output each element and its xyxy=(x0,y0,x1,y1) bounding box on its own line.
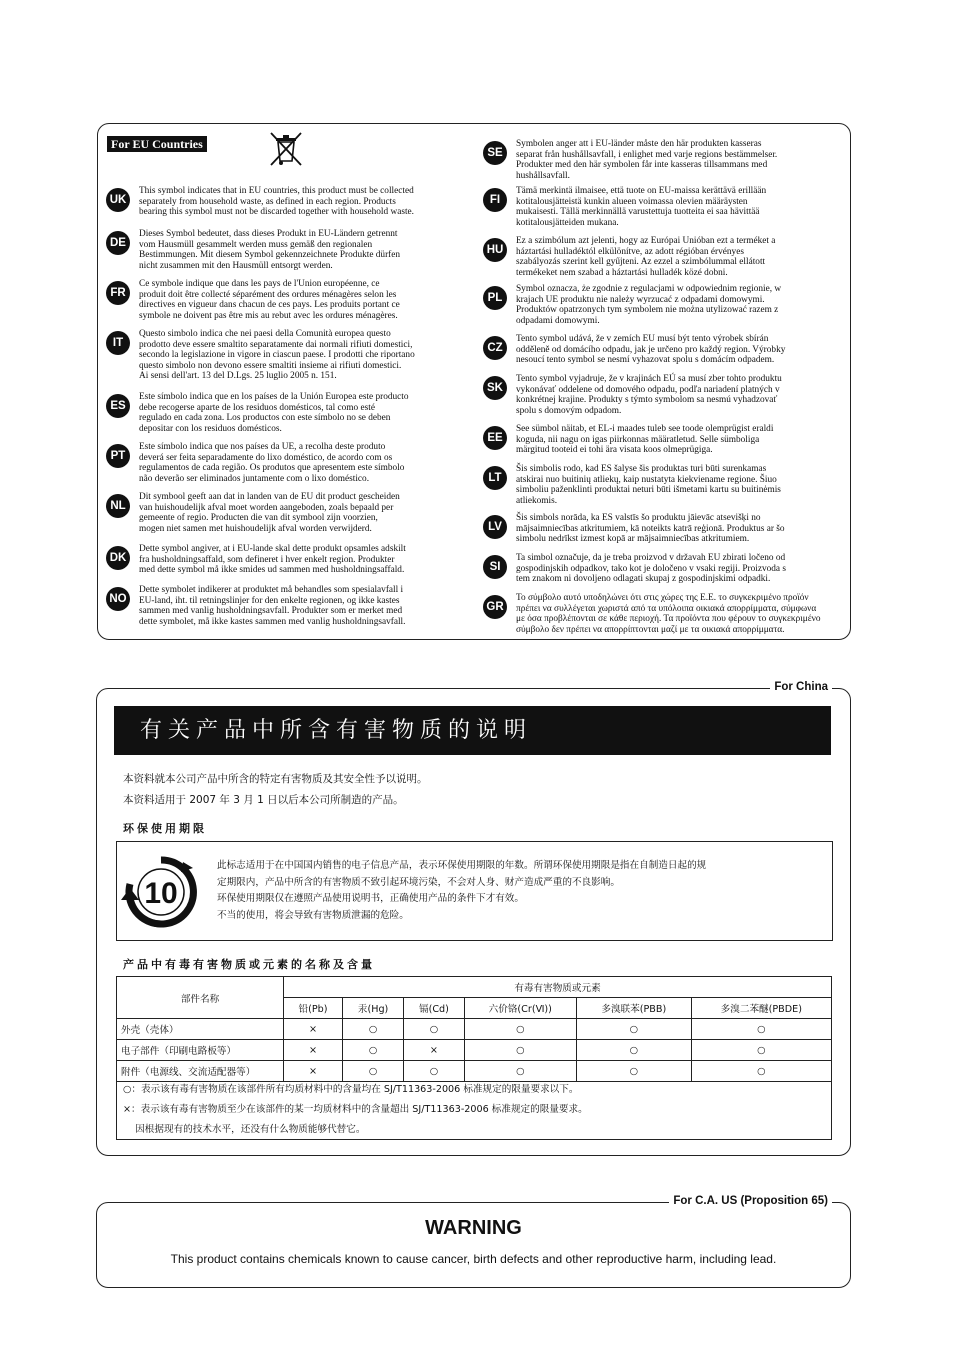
env-period-text xyxy=(217,858,824,924)
country-code-badge: NL xyxy=(106,494,130,518)
eu-entry-text: Ce symbole indique que dans les pays de l'Union européenne, ce produit doit être collecté séparément des ordures ménagères selon les directives en vigueur dans chacun de ces pays. Les produits portant ce symbole ne doivent pas être mis au rebut avec les ordures ménagères. xyxy=(139,279,400,321)
country-code-badge: ES xyxy=(106,394,130,418)
eu-entry-text: Dette symbol angiver, at i EU-lande skal dette produkt opsamles adskilt fra husholdningsaffald, som defineret i hver enkelt region. Produkter med dette symbol må ikke smides ud sammen med husholdningsaffald. xyxy=(139,544,406,576)
country-code-badge: LV xyxy=(483,515,507,539)
eu-entry-text: Dette symbolet indikerer at produktet må behandles som spesialavfall i EU-land, iht. til retningslinjer for den enkelte regionen, og ikke kastes sammen med vanlig husholdningsavfall. Produkter som er merket med dette symbolet, må ikke kastes sammen med vanlig husholdningsavfall. xyxy=(139,585,406,627)
env-line: 环保使用期限仅在遵照产品使用说明书，正确使用产品的条件下才有效。 xyxy=(217,893,524,904)
table-row: 电子部件（印刷电路板等） × ○ × ○ ○ ○ xyxy=(117,1040,832,1061)
hazard-table xyxy=(116,976,832,1082)
country-code-badge: CZ xyxy=(483,336,507,360)
country-code-badge: NO xyxy=(106,587,130,611)
env-line: 此标志适用于在中国国内销售的电子信息产品，表示环保使用期限的年数。所谓环保使用期限是指在自制造日起的规 xyxy=(217,860,707,871)
eco-period-logo-icon xyxy=(121,854,201,930)
eu-entry-text: Symbolen anger att i EU-länder måste den här produkten kasseras separat från hushållsavfall, i enlighet med varje regions bestämmelser. Produkter med den här symbolen får inte kasseras tillsammans med hushållsavfall. xyxy=(516,139,778,181)
eu-entry-text: Dieses Symbol bedeutet, dass dieses Produkt in EU-Ländern getrennt vom Hausmüll gesammelt werden muss gemäß den regionalen Bestimmungen. Mit diesem Symbol gekennzeichnete Produkte dürfen nicht zusammen mit den Hausmüll entsorgt werden. xyxy=(139,229,401,271)
country-code-badge: DE xyxy=(106,231,130,255)
china-intro-line-1: 本资料就本公司产品中所含的特定有害物质及其安全性予以说明。 xyxy=(123,773,428,785)
eu-notice-box xyxy=(97,123,851,640)
china-notice-box xyxy=(96,681,851,1156)
country-code-badge: GR xyxy=(483,595,507,619)
hazard-table-heading: 产品中有毒有害物质或元素的名称及含量 xyxy=(123,958,375,971)
eu-entry-text: Symbol oznacza, że zgodnie z regulacjami w odpowiednim regionie, w krajach UE produktu nie należy wyrzucać z odpadami domowymi. Produktów opatrzonych tym symbolem nie można utylizować razem z odpadami domowymi. xyxy=(516,284,782,326)
eu-entry-text: This symbol indicates that in EU countries, this product must be collected separately from household waste, as defined in each region. Products bearing this symbol must not be discarded together with household waste. xyxy=(139,186,414,218)
env-period-heading: 环保使用期限 xyxy=(123,822,207,835)
env-period-box xyxy=(116,841,833,941)
env-line: 不当的使用，将会导致有害物质泄漏的危险。 xyxy=(217,909,409,921)
eu-title: For EU Countries xyxy=(107,136,207,152)
note-line: ×：表示该有毒有害物质至少在该部件的某一均质材料中的含量超出 SJ/T11363-2006 标准规定的限量要求。 xyxy=(123,1104,588,1115)
china-banner-title: 有关产品中所含有害物质的说明 xyxy=(114,706,831,755)
country-code-badge: PL xyxy=(483,286,507,310)
note-line: ○：表示该有毒有害物质在该部件所有均质材料中的含量均在 SJ/T11363-2006 标准规定的限量要求以下。 xyxy=(123,1084,579,1095)
eu-entry-text: Questo simbolo indica che nei paesi della Comunità europea questo prodotto deve essere smaltito separatamente dai normali rifiuti domestici, secondo la legislazione in vigore in ciascun paese. I prodotti che riportano questo simbolo non devono essere smaltiti insieme ai rifiuti domestici. Ai sensi dell'art. 13 del D.Lgs. 25 luglio 2005 n. 151. xyxy=(139,329,415,382)
country-code-badge: SI xyxy=(483,555,507,579)
substance-group-header: 有毒有害物质或元素 xyxy=(284,977,832,998)
country-code-badge: UK xyxy=(106,188,130,212)
country-code-badge: HU xyxy=(483,238,507,262)
column-header: 六价铬(Cr(Ⅵ)) xyxy=(464,998,576,1019)
crossed-out-wheelie-bin-icon xyxy=(268,130,304,168)
country-code-badge: IT xyxy=(106,331,130,355)
column-header: 铅(Pb) xyxy=(284,998,343,1019)
eu-entry-text: Ez a szimbólum azt jelenti, hogy az Európai Unióban ezt a terméket a háztartási hulladéktól elkülönítve, az adott régióban érvényes szabályozás szerint kell gyűjteni. Az ezzel a szimbólummal ellátott termékeket nem szabad a háztartási hulladék közé dobni. xyxy=(516,236,776,278)
table-notes xyxy=(116,1080,832,1140)
column-header: 镉(Cd) xyxy=(404,998,464,1019)
country-code-badge: SK xyxy=(483,376,507,400)
part-name-header: 部件名称 xyxy=(117,977,284,1019)
column-header: 多溴二苯醚(PBDE) xyxy=(691,998,831,1019)
note-line: 因根据现有的技术水平，还没有什么物质能够代替它。 xyxy=(123,1124,366,1135)
eu-entry-text: Tento symbol udává, že v zemích EU musí být tento výrobek sbírán odděleně od domácího odpadu, jak je určeno pro každý region. Výrobky nesoucí tento symbol se nesmí vyhazovat spolu s domácím odpadem. xyxy=(516,334,786,366)
country-code-badge: PT xyxy=(106,444,130,468)
eu-entry-text: Tämä merkintä ilmaisee, että tuote on EU-maissa kerättävä erillään kotitalousjätteistä kunkin alueen voimassa olevien määräysten mukaisesti. Tällä merkinnällä varustettuja tuotteita ei saa hävittää kotitalousjätteiden mukana. xyxy=(516,186,767,228)
eu-entry-text: Ta simbol označuje, da je treba proizvod v državah EU zbirati ločeno od gospodinjskih odpadkov, tako kot je določeno v vsaki regiji. Proizvoda s tem znakom ni dovoljeno odlagati skupaj z gospodinjskimi odpadki. xyxy=(516,553,787,585)
country-code-badge: DK xyxy=(106,546,130,570)
table-row: 外壳（壳体） × ○ ○ ○ ○ ○ xyxy=(117,1019,832,1040)
country-code-badge: LT xyxy=(483,466,507,490)
eu-entry-text: Tento symbol vyjadruje, že v krajinách EÚ sa musí zber tohto produktu vykonávať oddelene od domového odpadu, podľa nariadení platných v konkrétnej krajine. Produkty s týmto symbolom sa nesmú vyhadzovať spolu s domovým odpadom. xyxy=(516,374,782,416)
eu-entry-text: Dit symbool geeft aan dat in landen van de EU dit product gescheiden van huishoudelijk afval moet worden aangeboden, zoals bepaald per gemeente of regio. Producten die van dit symbool zijn voorzien, mogen niet samen met huishoudelijk afval worden verwijderd. xyxy=(139,492,400,534)
prop65-tag: For C.A. US (Proposition 65) xyxy=(669,1194,832,1208)
prop65-notice-box xyxy=(96,1195,851,1288)
eu-entry-text: Este símbolo indica que nos países da UE, a recolha deste produto deverá ser feita separadamente do lixo doméstico, de acordo com os regulamentos de cada região. Os produtos que apresentem este símbolo não deverão ser eliminados juntamente com o lixo doméstico. xyxy=(139,442,405,484)
eu-entry-text: Šis simbolis rodo, kad ES šalyse šis produktas turi būti surenkamas atskirai nuo buitinių atliekų, kaip nustatyta kiekviename regione. Šiuo simboliu paženklinti produktai neturi būti išmetami kartu su buitinėmis atliekomis. xyxy=(516,464,781,506)
china-tag: For China xyxy=(770,680,832,694)
eu-entry-text: Το σύμβολο αυτό υποδηλώνει ότι στις χώρες της Ε.Ε. το συγκεκριμένο προϊόν πρέπει να συλλέγεται χωριστά από τα υπόλοιπα οικιακά απορρίμματα, σύμφωνα με όσα προβλέπονται σε κάθε περιοχή. Τα προϊόντα που φέρουν το συγκεκριμένο σύμβολο δεν πρέπει να απορρίπτονται μαζί με τα οικιακά απορρίμματα. xyxy=(516,593,821,635)
env-line: 定期限内，产品中所含的有害物质不致引起环境污染，不会对人身、财产造成严重的不良影响。 xyxy=(217,876,620,888)
warning-title: WARNING xyxy=(425,1217,522,1239)
country-code-badge: FI xyxy=(483,188,507,212)
column-header: 多溴联苯(PBB) xyxy=(576,998,691,1019)
eu-entry-text: Šis simbols norāda, ka ES valstīs šo produktu jāievāc atsevišķi no mājsaimniecības atkritumiem, kā noteikts katrā reģionā. Produktus ar šo simbolu nedrīkst izmest kopā ar mājsaimniecības atkritumiem. xyxy=(516,513,785,545)
eco-period-number: 10 xyxy=(144,877,178,910)
table-row: 附件（电源线、交流适配器等） × ○ ○ ○ ○ ○ xyxy=(117,1061,832,1082)
eu-entry-text: See sümbol näitab, et EL-i maades tuleb see toode olemprügist eraldi koguda, nii nagu on igas piirkonnas määratletud. Selle sümboliga märgitud tooteid ei tohi ära visata koos olmeprügiga. xyxy=(516,424,774,456)
country-code-badge: EE xyxy=(483,426,507,450)
eu-entry-text: Este símbolo indica que en los países de la Unión Europea este producto debe recogerse aparte de los residuos domésticos, tal como esté regulado en cada zona. Los productos con este símbolo no se deben depositar con los residuos domésticos. xyxy=(139,392,409,434)
country-code-badge: FR xyxy=(106,281,130,305)
country-code-badge: SE xyxy=(483,141,507,165)
china-intro-line-2: 本资料适用于 2007 年 3 月 1 日以后本公司所制造的产品。 xyxy=(123,794,404,806)
warning-text: This product contains chemicals known to cause cancer, birth defects and other reproductive harm, including lead. xyxy=(170,1252,777,1266)
column-header: 汞(Hg) xyxy=(343,998,404,1019)
